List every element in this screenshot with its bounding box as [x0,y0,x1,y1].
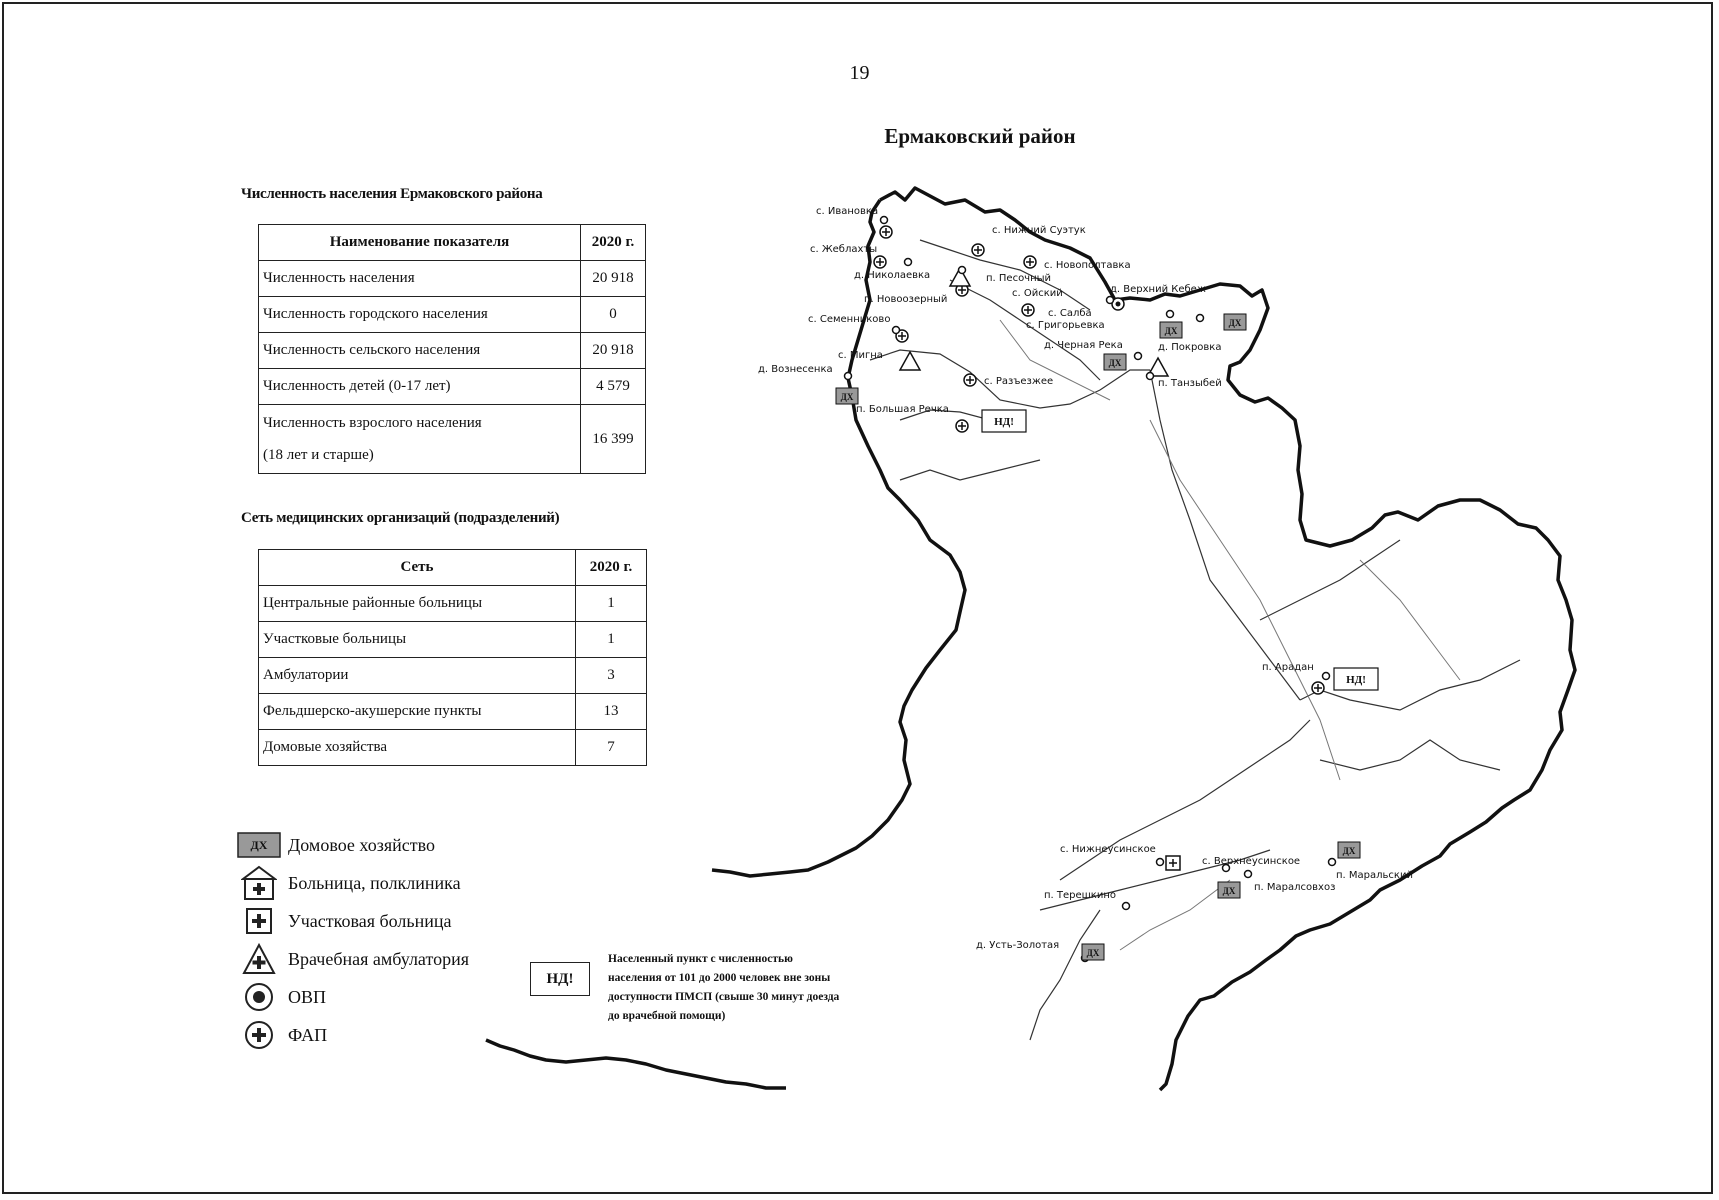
row-label: Численность сельского населения [259,333,581,369]
row-value: 3 [576,658,647,694]
svg-text:ДХ: ДХ [1222,886,1236,896]
page-number: 19 [849,62,870,84]
legend-hospital-label: Больница, полклиника [288,872,461,893]
row-label: Амбулатории [259,658,576,694]
map-label: д. Николаевка [854,270,931,281]
map-label: п. Песочный [986,273,1052,284]
row-label: Численность городского населения [259,297,581,333]
svg-text:НД!: НД! [1346,674,1366,686]
row-value: 20 918 [581,333,646,369]
map-label: п. Терешкино [1044,890,1117,901]
map-label: д. Вознесенка [758,364,833,375]
nd-marker [982,410,1026,432]
svg-text:ДХ: ДХ [1342,846,1356,856]
svg-text:ДХ: ДХ [840,392,854,402]
nd-marker [1334,668,1378,690]
fap-icon [874,256,886,268]
map-label: с. Ойский [1012,288,1063,299]
dx-marker [1104,354,1126,370]
row-label-line1: Численность взрослого населения [263,415,482,431]
header-year: 2020 г. [576,550,647,586]
map-title: Ермаковский район [884,124,1076,148]
map-label: с. Салба [1048,308,1092,319]
map-label: с. Нижний Суэтук [992,225,1086,236]
dx-marker [1218,882,1240,898]
map-label: п. Арадан [1262,662,1314,673]
map-label: с. Новополтавка [1044,260,1131,271]
map-label: с. Жеблахты [810,244,878,255]
map-label: с. Нижнеусинское [1060,844,1156,855]
nd-legend-text: Населенный пункт с численностью населения от 101 до 2000 человек вне зоны доступности ПМСП (свыше 30 минут доезда до врачебной помощи) [608,953,840,1022]
fap-icon [956,420,968,432]
map-label: п. Танзыбей [1158,378,1222,389]
fap-icon [880,226,892,238]
map-label: с. Григорьевка [1026,320,1105,331]
row-label-line2: (18 лет и старше) [263,447,374,463]
dx-marker [1082,944,1104,960]
row-label: Центральные районные больницы [259,586,576,622]
nd-symbol: НД! [530,962,590,996]
fap-icon [972,244,984,256]
dx-symbol: ДХ [250,838,268,852]
dx-marker [1160,322,1182,338]
network-section-title: Сеть медицинских организаций (подразделений) [241,510,560,526]
row-label: Фельдшерско-акушерские пункты [259,694,576,730]
row-label: Численность детей (0-17 лет) [259,369,581,405]
legend-fap-label: ФАП [288,1024,328,1045]
map-label: с. Ивановка [816,206,879,217]
legend-ovp-label: ОВП [288,986,327,1007]
row-value: 0 [581,297,646,333]
population-section-title: Численность населения Ермаковского района [241,186,543,202]
map-label: с. Мигна [838,350,883,361]
row-value: 7 [576,730,647,766]
nd-markers [982,410,1378,690]
svg-text:ДХ: ДХ [1228,318,1242,328]
row-value: 1 [576,622,647,658]
legend-dx-label: Домовое хозяйство [288,834,435,855]
fap-icon [1312,682,1324,694]
legend-district-hospital-label: Участковая больница [288,910,452,931]
map-labels [758,206,1413,951]
row-label: Участковые больницы [259,622,576,658]
map-label: п. Маралсовхоз [1254,882,1336,893]
svg-text:НД!: НД! [994,416,1014,428]
svg-text:ДХ: ДХ [1086,948,1100,958]
district-hospital-icon [1166,856,1180,870]
map-label: д. Усть-Золотая [976,940,1060,951]
header-name: Сеть [259,550,576,586]
svg-text:ДХ: ДХ [1164,326,1178,336]
map-label: п. Большая Речка [856,404,949,415]
row-label: Численность населения [259,261,581,297]
header-year: 2020 г. [581,225,646,261]
row-value: 4 579 [581,369,646,405]
dx-marker [1224,314,1246,330]
row-label: Домовые хозяйства [259,730,576,766]
map-label: п. Маральский [1336,870,1413,881]
row-value: 1 [576,586,647,622]
map-label: д. Черная Река [1044,340,1123,351]
fap-icon [1022,304,1034,316]
fap-icon [1024,256,1036,268]
map-label: п. Новоозерный [864,294,948,305]
map-label: д. Покровка [1158,342,1222,353]
ambulatory-icon [900,352,920,370]
map-label: с. Семенниково [808,314,891,325]
fap-icon [964,374,976,386]
header-name: Наименование показателя [259,225,581,261]
legend-ambulatory-label: Врачебная амбулатория [288,948,469,969]
district-boundary-south [486,1040,786,1088]
dx-marker [836,388,858,404]
dx-marker [1338,842,1360,858]
map-label: с. Верхнеусинское [1202,856,1301,867]
row-value: 20 918 [581,261,646,297]
row-value: 13 [576,694,647,730]
row-value: 16 399 [581,405,646,474]
svg-text:ДХ: ДХ [1108,358,1122,368]
map-label: д. Верхний Кебеж [1110,284,1206,295]
map-label: с. Разъезжее [984,376,1054,387]
map-roads [870,240,1520,1040]
